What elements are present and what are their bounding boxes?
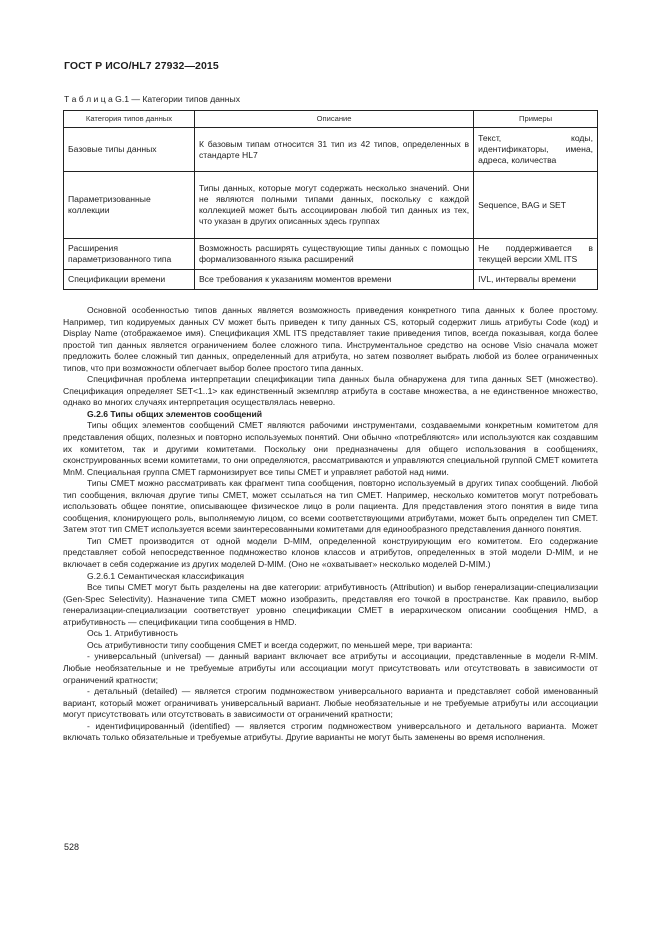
standard-header: ГОСТ Р ИСО/HL7 27932—2015 — [64, 60, 219, 72]
table-row — [64, 239, 598, 270]
column-header-examples: Примеры — [474, 111, 598, 128]
column-header-description: Описание — [194, 111, 473, 128]
table-cell: Базовые типы данных — [64, 128, 195, 172]
table-cell: К базовым типам относится 31 тип из 42 типов, определенных в стандарте HL7 — [194, 128, 473, 172]
list-item: - идентифицированный (identified) — является строгим подмножеством универсального и детального варианта. Может включать только обязательные и требуемые атрибуты. Другие варианты не могут быть заменены во время исполнения. — [63, 720, 598, 743]
table-cell: Все требования к указаниям моментов времени — [194, 270, 473, 290]
paragraph: Основной особенностью типов данных является возможность приведения конкретного типа данных к более простому. Например, тип кодируемых данных CV может быть приведен к типу данных CS, который содержит лишь атрибуты Code (код) и Display Name (отображаемое имя). Спецификация XML ITS представляет такие приведения типов, всегда показывая, когда более простой тип данных является ограничением более сложного типа. Инструментальное средство на основе Visio сначала может предложить более сложный тип данных, определенный для атрибута, но затем позволяет выбрать любой из более ограниченных типов, что при возможности облегчает выбор более простого типа данных. — [63, 305, 598, 373]
list-item: - универсальный (universal) — данный вариант включает все атрибуты и ассоциации, представленные в модели R-MIM. Любые необязательные и не требуемые атрибуты или ассоциации могут присутствовать или отсутствовать в зависимости от ограничений кратности; — [63, 651, 598, 685]
table-cell: IVL, интервалы времени — [474, 270, 598, 290]
data-types-table — [63, 110, 598, 290]
axis-heading: Ось 1. Атрибутивность — [87, 628, 179, 639]
table-cell: Sequence, BAG и SET — [474, 172, 598, 239]
subsection-heading: G.2.6.1 Семантическая классификация — [87, 570, 245, 581]
table-row — [64, 128, 598, 172]
paragraph: Тип CMET производится от одной модели D-MIM, определенной конструирующим его комитетом. Его содержание представляет собой непосредственное подмножество клонов классов и атрибутов, определенных в этой модели D-MIM, и не включает в себя содержание из других моделей D-MIM. (Оно не «охватывает» несколько моделей D-MIM.) — [63, 535, 598, 570]
paragraph: Специфичная проблема интерпретации спецификации типа данных была обнаружена для типа данных SET (множество). Спецификация определяет SET<1..1> как единственный экземпляр атрибута в составе множества, а не единственное множество, однако во многих случаях интерпретация осуществлялась неверно. — [63, 374, 598, 408]
table-cell: Расширения параметризованного типа — [64, 239, 195, 270]
paragraph: Все типы CMET могут быть разделены на две категории: атрибутивность (Attribution) и выбор генерализации-специализации (Gen-Spec Selectivity). Назначение типа CMET можно изобразить, представляя его точкой в пространстве. Как правило, выбор генерализации-специализации соответствует уровню спецификации CMET в иерархическом описании сообщения HMD, а атрибутивность — спецификации типа сообщения в HMD. — [63, 582, 598, 627]
section-heading: G.2.6 Типы общих элементов сообщений — [87, 408, 263, 419]
table-cell: Не поддерживается в текущей версии XML ITS — [474, 239, 598, 270]
table-cell: Типы данных, которые могут содержать несколько значений. Они не являются полными типами данных, поскольку с каждой коллекцией может быть ассоциирован любой тип данных из тех, что указан в других описанных здесь группах — [194, 172, 473, 239]
table-cell: Спецификации времени — [64, 270, 195, 290]
body-text — [63, 305, 598, 744]
list-item: - детальный (detailed) — является строгим подмножеством универсального варианта и представляет собой именованный вариант, который может ограничивать универсальный вариант. Любые необязательные и не требуемые атрибуты или ассоциации могут присутствовать или отсутствовать в зависимости от ограничений кратности; — [63, 686, 598, 720]
paragraph: Типы общих элементов сообщений CMET являются рабочими инструментами, создаваемыми конкретным комитетом для представления общих, полезных и повторно используемых понятий. Они обычно «потребляются» или используются как создавшим их комитетом, так и другими комитетами. Поскольку они предназначены для общего использования в сообщениях, сконструированных всеми комитетами, то они определяются, рассматриваются и управляются специальной группой CMET комитета MnM. Специальная группа CMET гармонизирует все типы CMET и управляет работой над ними. — [63, 420, 598, 477]
table-row — [64, 172, 598, 239]
table-header-row — [64, 111, 598, 128]
column-header-category: Категория типов данных — [64, 111, 195, 128]
table-row — [64, 270, 598, 290]
table-cell: Возможность расширять существующие типы данных с помощью формализованного языка расширений — [194, 239, 473, 270]
table-caption: Т а б л и ц а G.1 — Категории типов данных — [64, 94, 240, 104]
paragraph: Типы CMET можно рассматривать как фрагмент типа сообщения, повторно используемый в других типах сообщений. Любой тип сообщения, включая другие типы CMET, может ссылаться на тип CMET. Например, несколько комитетов могут потребовать использовать общее понятие, описывающее физическое лицо в роли пациента. Для представления этого понятия в виде типа сообщения, клонирующего роль, выполняемую лицом, со всеми соответствующими атрибутами, может быть определен тип CMET. Затем этот тип CMET используется всеми заинтересованными комитетами для единообразного представления данного понятия. — [63, 478, 598, 535]
paragraph: Ось атрибутивности типу сообщения CMET и всегда содержит, по меньшей мере, три варианта: — [87, 639, 473, 650]
table-cell: Параметризованные коллекции — [64, 172, 195, 239]
table-cell: Текст, коды, идентификаторы, имена, адреса, количества — [474, 128, 598, 172]
page-number: 528 — [64, 842, 80, 852]
